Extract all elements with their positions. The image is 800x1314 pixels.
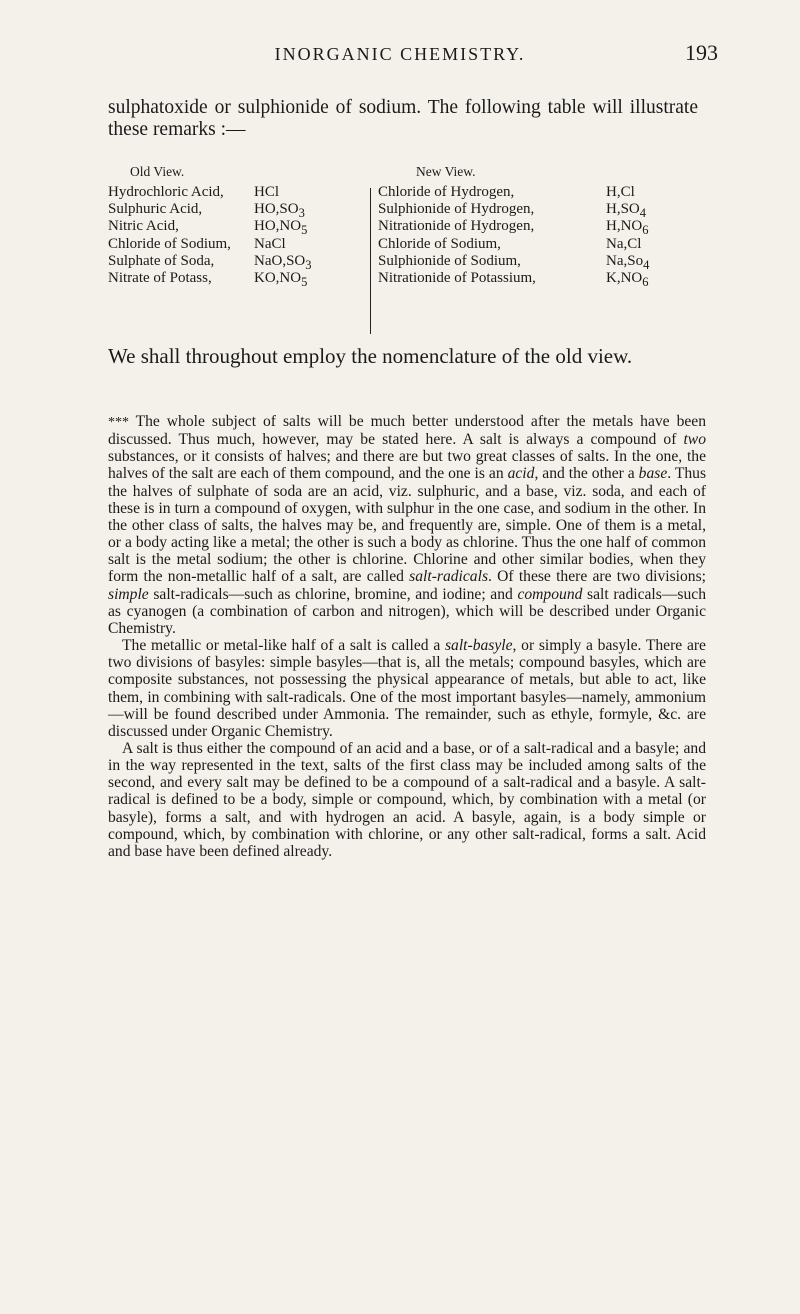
nomenclature-table <box>108 160 713 338</box>
table-row <box>108 270 358 287</box>
intro-paragraph: sulphatoxide or sulphionide of sodium. The following table will illustrate these remarks :— <box>108 97 698 140</box>
table-row <box>378 270 714 287</box>
new-view-heading: New View. <box>416 164 476 179</box>
table-row <box>108 253 358 270</box>
note-text: . Thus the halves of sulphate of soda are an acid, viz. sulphuric, and a base, viz. soda, and each of these is in turn a compound of oxygen, with sulphur in the one case, and sodium in the other. In the other class of salts, the halves may be, and frequently are, simple. One of them is a metal, or a body acting like a metal; the other is such a body as chlorine. Thus the one half of common salt is the metal sodium; the other is chlorine. Chlorine and other similar bodies, when they form the non-metallic half of a salt, are called <box>108 465 707 586</box>
compound-name: Sulphuric Acid, <box>108 201 203 218</box>
formula: $NaO,SO_3$ <box>254 252 312 272</box>
compound-name: Sulphate of Soda, <box>108 252 215 269</box>
old-view-heading: Old View. <box>130 164 185 179</box>
table-row <box>108 218 358 238</box>
formula: $K,NO_6$ <box>606 269 649 289</box>
emphasis: acid <box>507 465 535 483</box>
page-number: 193 <box>685 40 718 65</box>
table-row <box>378 184 714 201</box>
compound-name: Nitrate of Potass, <box>108 269 212 286</box>
conclusion-paragraph: We shall throughout employ the nomenclature of the old view. <box>108 344 633 368</box>
compound-name: Nitric Acid, <box>108 218 179 235</box>
emphasis: salt-radicals <box>409 568 489 586</box>
emphasis: simple <box>108 585 149 603</box>
table-row <box>378 236 714 253</box>
note-paragraph <box>108 413 706 637</box>
note-text: salt radicals—such as cyanogen (a combination of carbon and nitrogen), which will be described under Organic Chemistry. <box>108 585 706 637</box>
emphasis: compound <box>517 585 583 603</box>
compound-name: Chloride of Sodium, <box>108 235 231 252</box>
formula: $HO,SO_3$ <box>254 201 305 221</box>
table-row <box>378 201 714 221</box>
old-view-column <box>108 160 358 287</box>
compound-name: Sulphionide of Sodium, <box>378 252 521 269</box>
running-title: INORGANIC CHEMISTRY. <box>274 44 526 64</box>
note-paragraph <box>108 637 706 740</box>
compound-name: Chloride of Hydrogen, <box>378 184 515 200</box>
emphasis: salt-basyle <box>444 637 513 655</box>
formula: H,Cl <box>606 184 635 200</box>
compound-name: Hydrochloric Acid, <box>108 184 224 200</box>
new-view-column <box>370 160 714 287</box>
formula: $HO,NO_5$ <box>254 218 308 238</box>
note-text: salt-radicals—such as chlorine, bromine, and iodine; and <box>148 585 518 603</box>
emphasis: base <box>638 465 668 483</box>
formula: Na,Cl <box>606 235 642 252</box>
formula: HCl <box>254 184 280 200</box>
formula: NaCl <box>254 235 286 252</box>
table-row <box>108 184 358 201</box>
note-text: , or simply a basyle. There are two divisions of basyles: simple basyles—that is, all the metals; compound basyles, which are composite substances, not possessing the physical appearance of metals, but able to act, like them, in combining with salt-radicals. One of the most important basyles—namely, ammonium—will be found described under Ammonia. The remainder, such as ethyle, formyle, &c. are discussed under Organic Chemistry. <box>108 637 706 740</box>
table-row <box>378 218 714 238</box>
running-head <box>0 40 800 74</box>
table-row <box>378 253 714 270</box>
formula: $H,SO_4$ <box>606 201 647 221</box>
note-marker: *** <box>108 415 136 430</box>
formula: $Na,So_4$ <box>606 252 650 272</box>
emphasis: two <box>683 431 706 449</box>
compound-name: Nitrationide of Potassium, <box>378 269 536 286</box>
table-row <box>108 201 358 221</box>
note-paragraph: A salt is thus either the compound of an acid and a base, or of a salt-radical and a basyle; and in the way represented in the text, salts of the first class may be included among salts of the second, and every salt may be defined to be a compound of a salt-radical and a basyle. A salt-radical is defined to be a body, simple or compound, which, by combination with a metal (or basyle), forms a salt, and with hydrogen an acid. A basyle, again, is a body simple or compound, which, by combination with chlorine, or any other salt-radical, forms a salt. Acid and base have been defined already. <box>108 739 706 860</box>
note-text: substances, or it consists of halves; and there are but two great classes of salts. In the one, the halves of the salt are each of them compound, and the one is an <box>108 448 706 483</box>
compound-name: Chloride of Sodium, <box>378 235 501 252</box>
compound-name: Sulphionide of Hydrogen, <box>378 201 535 218</box>
note-text: . Of these there are two divisions; <box>488 568 707 586</box>
note-text: The metallic or metal-like half of a salt is called a <box>122 637 445 655</box>
note-text: The whole subject of salts will be much better understood after the metals have been discussed. Thus much, however, may be stated here. A salt is always a compound of <box>108 413 707 449</box>
formula: $H,NO_6$ <box>606 218 649 238</box>
formula: $KO,NO_5$ <box>254 269 308 289</box>
note-text: , and the other a <box>534 465 639 483</box>
table-row <box>108 236 358 253</box>
footnote <box>108 413 706 860</box>
compound-name: Nitrationide of Hydrogen, <box>378 218 535 235</box>
